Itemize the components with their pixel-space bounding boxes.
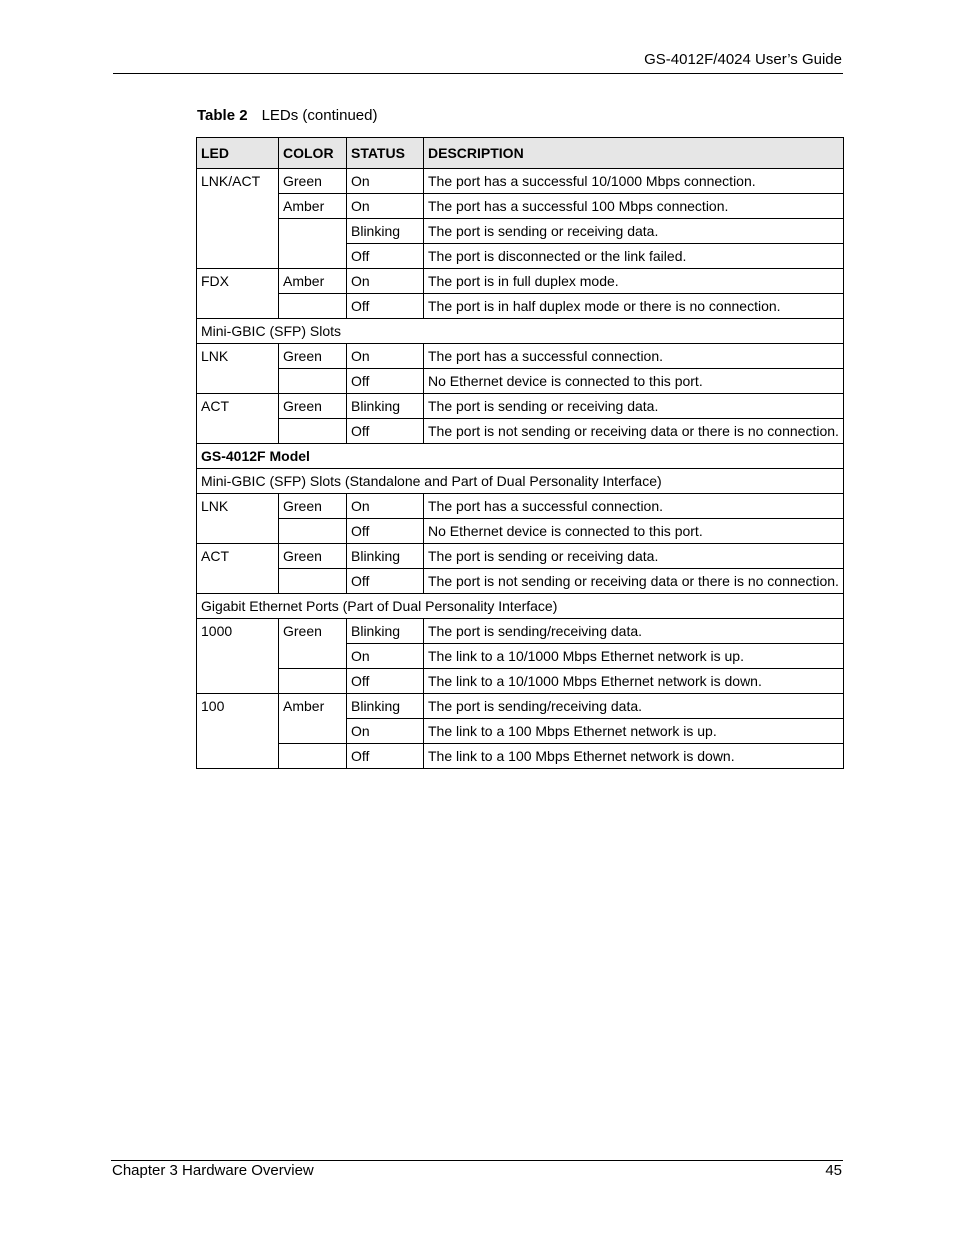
led-status-cell: On	[347, 194, 424, 219]
led-color-cell	[279, 744, 347, 769]
table-caption-label: Table 2	[197, 107, 248, 124]
led-color-cell: Amber	[279, 269, 347, 294]
led-color-cell: Amber	[279, 194, 347, 219]
led-status-cell: Off	[347, 419, 424, 444]
section-heading: GS-4012F Model	[197, 444, 844, 469]
led-status-cell: Off	[347, 569, 424, 594]
led-status-cell: Off	[347, 294, 424, 319]
led-description-cell: The port is sending or receiving data.	[424, 544, 844, 569]
led-description-cell: The port has a successful connection.	[424, 344, 844, 369]
led-color-cell	[279, 219, 347, 269]
running-header-title: GS-4012F/4024 User’s Guide	[644, 51, 842, 68]
led-name-cell: ACT	[197, 544, 279, 594]
table-row	[197, 669, 844, 694]
section-heading: Mini-GBIC (SFP) Slots (Standalone and Part of Dual Personality Interface)	[197, 469, 844, 494]
table-row	[197, 394, 844, 419]
led-status-cell: On	[347, 494, 424, 519]
led-status-cell: Blinking	[347, 544, 424, 569]
table-row	[197, 744, 844, 769]
led-status-cell: Blinking	[347, 394, 424, 419]
led-status-cell: Off	[347, 669, 424, 694]
led-name-cell: ACT	[197, 394, 279, 444]
led-description-cell: No Ethernet device is connected to this port.	[424, 519, 844, 544]
led-description-cell: The link to a 10/1000 Mbps Ethernet network is up.	[424, 644, 844, 669]
led-description-cell: The link to a 100 Mbps Ethernet network is down.	[424, 744, 844, 769]
table-row	[197, 519, 844, 544]
table-row	[197, 694, 844, 719]
footer-chapter-title: Chapter 3 Hardware Overview	[112, 1162, 314, 1179]
led-description-cell: The port is sending or receiving data.	[424, 219, 844, 244]
footer-page-number: 45	[825, 1162, 842, 1179]
led-description-cell: The port has a successful 100 Mbps connection.	[424, 194, 844, 219]
led-color-cell: Green	[279, 494, 347, 519]
led-description-cell: The port is disconnected or the link failed.	[424, 244, 844, 269]
led-description-cell: The link to a 100 Mbps Ethernet network is up.	[424, 719, 844, 744]
led-status-cell: On	[347, 344, 424, 369]
led-name-cell: LNK	[197, 494, 279, 544]
section-row	[197, 469, 844, 494]
leds-table-body	[197, 169, 844, 769]
table-row	[197, 269, 844, 294]
footer-divider	[111, 1160, 843, 1161]
column-header-description: DESCRIPTION	[424, 138, 844, 169]
led-description-cell: The port is in half duplex mode or there is no connection.	[424, 294, 844, 319]
column-header-status: STATUS	[347, 138, 424, 169]
table-row	[197, 294, 844, 319]
led-status-cell: On	[347, 169, 424, 194]
led-name-cell: FDX	[197, 269, 279, 319]
table-row	[197, 219, 844, 244]
led-description-cell: No Ethernet device is connected to this port.	[424, 369, 844, 394]
led-name-cell: 1000	[197, 619, 279, 694]
led-status-cell: On	[347, 269, 424, 294]
table-caption	[197, 107, 377, 124]
led-status-cell: Off	[347, 244, 424, 269]
led-name-cell: LNK	[197, 344, 279, 394]
table-row	[197, 569, 844, 594]
led-color-cell	[279, 669, 347, 694]
led-color-cell	[279, 519, 347, 544]
led-color-cell	[279, 369, 347, 394]
section-heading: Mini-GBIC (SFP) Slots	[197, 319, 844, 344]
led-color-cell: Green	[279, 394, 347, 419]
led-description-cell: The port has a successful connection.	[424, 494, 844, 519]
led-status-cell: On	[347, 719, 424, 744]
led-description-cell: The port has a successful 10/1000 Mbps connection.	[424, 169, 844, 194]
led-description-cell: The port is sending/receiving data.	[424, 619, 844, 644]
led-status-cell: Blinking	[347, 219, 424, 244]
led-color-cell: Green	[279, 344, 347, 369]
led-color-cell: Green	[279, 169, 347, 194]
table-row	[197, 169, 844, 194]
led-name-cell: LNK/ACT	[197, 169, 279, 269]
led-status-cell: Blinking	[347, 694, 424, 719]
led-status-cell: Off	[347, 519, 424, 544]
section-row	[197, 594, 844, 619]
header-divider	[113, 73, 843, 74]
led-color-cell	[279, 294, 347, 319]
led-description-cell: The port is sending or receiving data.	[424, 394, 844, 419]
led-description-cell: The port is not sending or receiving data or there is no connection.	[424, 419, 844, 444]
leds-table	[196, 137, 844, 769]
table-row	[197, 619, 844, 644]
section-row	[197, 319, 844, 344]
table-row	[197, 369, 844, 394]
led-description-cell: The port is in full duplex mode.	[424, 269, 844, 294]
led-description-cell: The link to a 10/1000 Mbps Ethernet network is down.	[424, 669, 844, 694]
led-status-cell: On	[347, 644, 424, 669]
section-row	[197, 444, 844, 469]
led-status-cell: Off	[347, 744, 424, 769]
led-color-cell: Amber	[279, 694, 347, 744]
led-status-cell: Blinking	[347, 619, 424, 644]
table-caption-text: LEDs (continued)	[261, 107, 378, 124]
led-description-cell: The port is not sending or receiving data or there is no connection.	[424, 569, 844, 594]
column-header-color: COLOR	[279, 138, 347, 169]
led-color-cell: Green	[279, 544, 347, 569]
led-color-cell	[279, 569, 347, 594]
table-row	[197, 344, 844, 369]
column-header-led: LED	[197, 138, 279, 169]
led-name-cell: 100	[197, 694, 279, 769]
table-header-row	[197, 138, 844, 169]
table-row	[197, 419, 844, 444]
table-row	[197, 494, 844, 519]
table-row	[197, 194, 844, 219]
table-row	[197, 544, 844, 569]
led-color-cell	[279, 419, 347, 444]
led-description-cell: The port is sending/receiving data.	[424, 694, 844, 719]
led-color-cell: Green	[279, 619, 347, 669]
led-status-cell: Off	[347, 369, 424, 394]
section-heading: Gigabit Ethernet Ports (Part of Dual Personality Interface)	[197, 594, 844, 619]
